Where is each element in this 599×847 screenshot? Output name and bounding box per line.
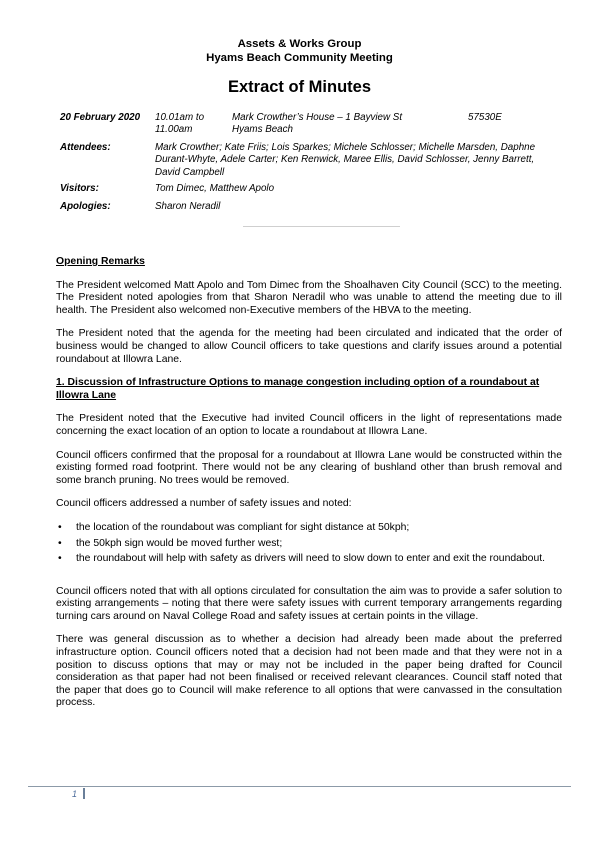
page-number-bar [83,788,85,799]
section-1-paragraph-2: Council officers confirmed that the proposal for a roundabout at Illowra Lane would be constructed within the existing formed road footprint. There would not be any clearing of bushland other than brush removal and some branch pruning. No trees would be removed. [56,449,562,486]
opening-remarks-heading: Opening Remarks [56,256,145,267]
bullet-icon: • [58,537,62,549]
list-item-text: the location of the roundabout was compliant for sight distance at 50kph; [76,521,410,533]
bullet-icon: • [58,553,62,565]
apologies-list: Sharon Neradil [155,201,221,212]
visitors-list: Tom Dimec, Matthew Apolo [155,183,275,194]
meeting-details-row [60,112,560,138]
document-reference: 57530E [468,112,502,123]
page-number: 1 [72,789,78,799]
location-suburb: Hyams Beach [232,124,293,136]
opening-paragraph-2: The President noted that the agenda for the meeting had been circulated and indicated that the order of business would be changed to allow Council officers to take questions and clarify issues around a potential roundabout at Illowra Lane. [56,328,562,365]
section-1-heading: 1. Discussion of Infrastructure Options to manage congestion including option of a roundabout at Illowra Lane [56,377,540,401]
org-name: Assets & Works Group [237,38,362,50]
meeting-time [155,112,225,137]
footer-rule [28,786,571,787]
list-item [56,553,562,566]
document-title: Extract of Minutes [227,78,372,96]
opening-paragraph-1: The President welcomed Matt Apolo and Tom Dimec from the Shoalhaven City Council (SCC) to the meeting. The President noted apologies from that Sharon Neradil who was unable to attend the meeting due to ill health. The President also welcomed non-Executive members of the HBVA to the meeting. [56,279,562,316]
apologies-row [60,201,560,214]
attendees-list: Mark Crowther; Kate Friis; Lois Sparkes; Michele Schlosser; Michelle Marsden, Daphne Durant-Whyte, Adele Carter; Ken Renwick, Maree Ellis, David Schlosser, Jenny Barrett, David Campbell [155,142,536,178]
list-item [56,522,562,535]
meeting-name: Hyams Beach Community Meeting [206,52,393,64]
list-item [56,538,562,551]
bullet-icon: • [58,521,62,533]
section-1-paragraph-3: Council officers addressed a number of safety issues and noted: [56,498,352,510]
location-address: Mark Crowther’s House – 1 Bayview St [232,112,403,123]
attendees-row [60,142,560,180]
safety-issues-list [56,522,562,566]
meeting-time-start: 10.01am to [155,112,205,123]
meeting-location [232,112,422,137]
attendees-label: Attendees: [60,142,111,153]
organisation-header [0,37,599,65]
apologies-label: Apologies: [60,201,111,212]
visitors-row [60,183,560,196]
section-divider [243,226,400,227]
meeting-time-end: 11.00am [155,124,193,136]
minutes-body [56,256,562,721]
section-1-paragraph-4: Council officers noted that with all options circulated for consultation the aim was to provide a safer solution to existing arrangements – noting that there were safety issues with current temporary arrangements regarding turning cars around on Naval College Road and safety issues at certain points in the village. [56,585,562,622]
section-1-paragraph-1: The President noted that the Executive had invited Council officers in the light of representations made concerning the exact location of an option to locate a roundabout at Illowra Lane. [56,413,562,437]
visitors-label: Visitors: [60,183,99,194]
list-item-text: the roundabout will help with safety as drivers will need to slow down to enter and exit the roundabout. [76,553,546,565]
list-item-text: the 50kph sign would be moved further west; [76,537,283,549]
section-1-paragraph-5: There was general discussion as to whether a decision had already been made about the preferred infrastructure option. Council officers noted that a decision had not been made and that they were not in a position to discuss options that may or may not be included in the paper being drafted for Council consideration as that paper had not been finalised or received relevant clearances. Council staff noted that the paper that does go to Council will make reference to all options that were canvassed in the consultation process. [56,634,562,709]
meeting-date: 20 February 2020 [60,112,141,123]
